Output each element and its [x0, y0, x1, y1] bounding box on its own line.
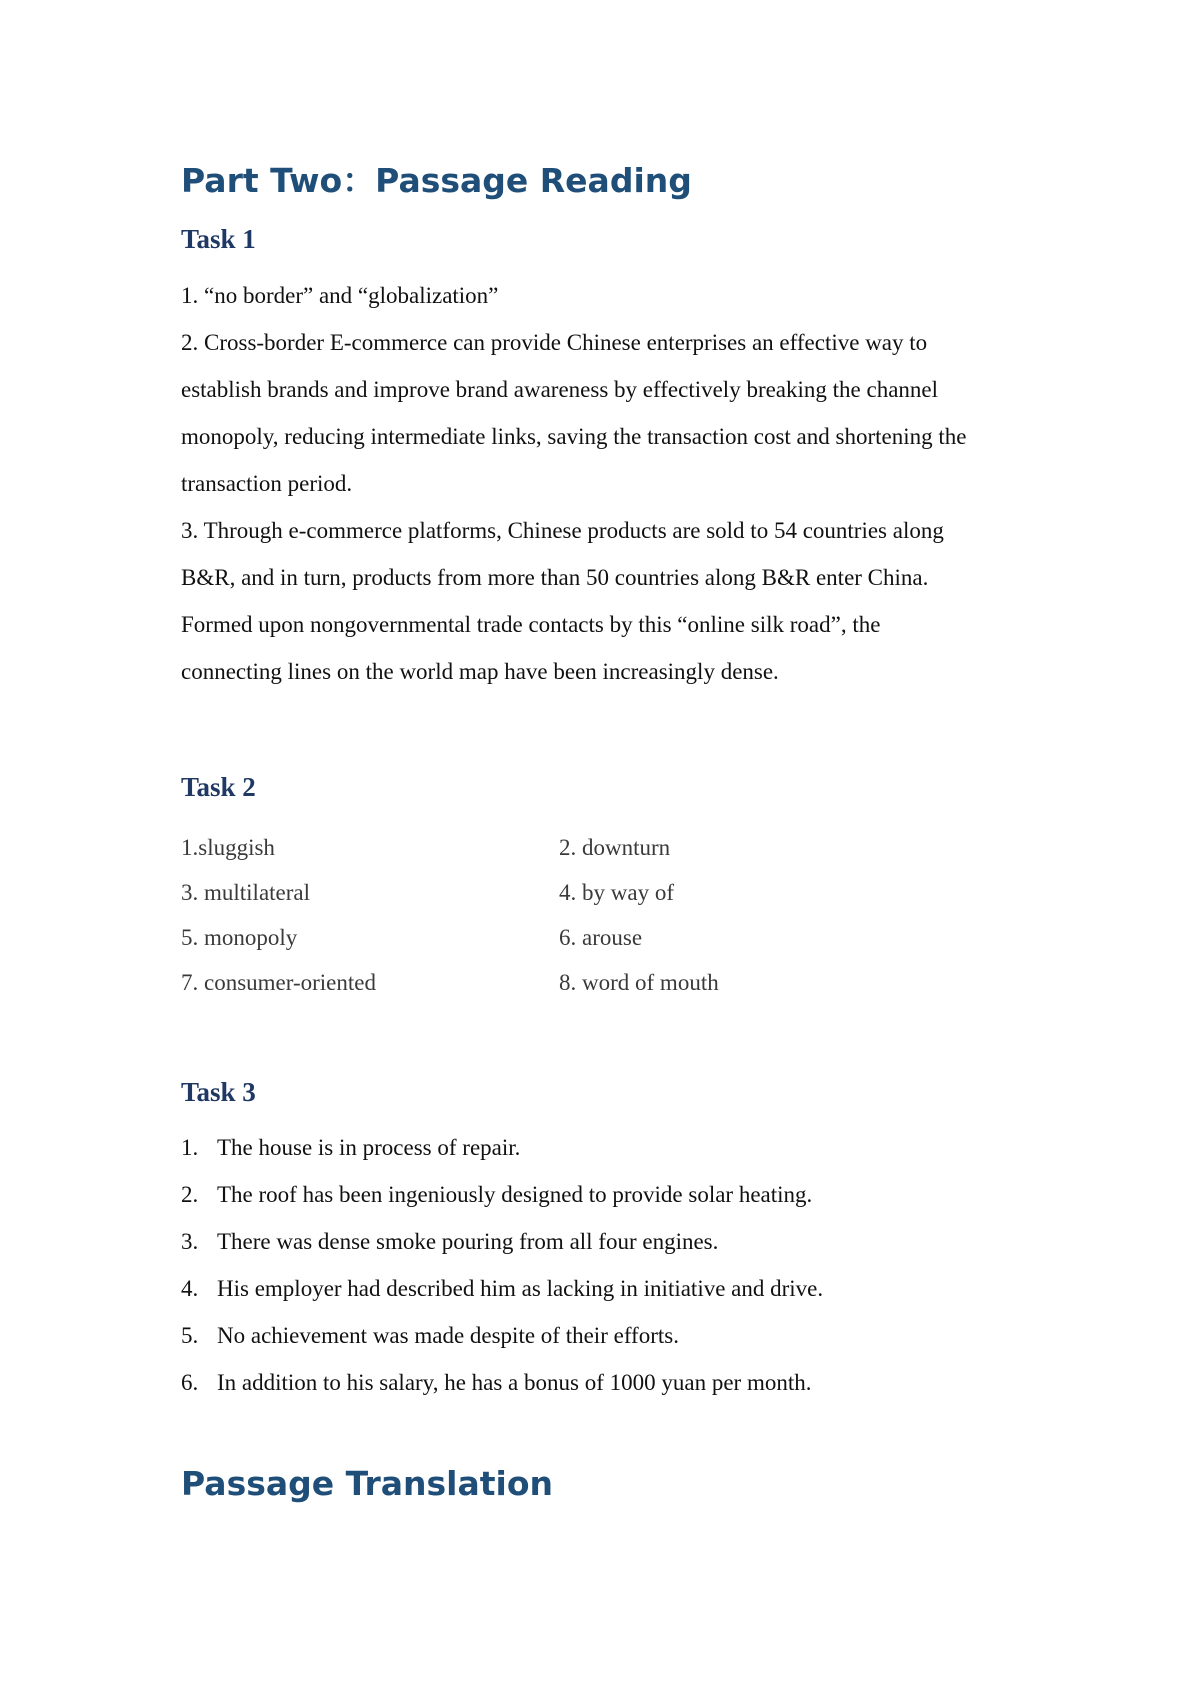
task2-item-3: 3. multilateral	[181, 880, 311, 905]
list-number: 3.	[181, 1229, 199, 1254]
task2-item-1: 1.sluggish	[181, 835, 275, 860]
list-text: No achievement was made despite of their efforts.	[217, 1323, 679, 1348]
list-number: 6.	[181, 1370, 199, 1395]
task1-line-5: transaction period.	[181, 471, 353, 496]
list-text: The house is in process of repair.	[217, 1135, 521, 1160]
list-number: 2.	[181, 1182, 199, 1207]
list-text: In addition to his salary, he has a bonus of 1000 yuan per month.	[217, 1370, 812, 1395]
task2-item-2: 2. downturn	[559, 835, 671, 860]
task1-line-9: connecting lines on the world map have been increasingly dense.	[181, 659, 779, 684]
section-heading-part-two: Part Two：Passage Reading	[181, 161, 692, 200]
list-text: There was dense smoke pouring from all four engines.	[217, 1229, 719, 1254]
task2-item-8: 8. word of mouth	[559, 970, 719, 995]
task2-item-5: 5. monopoly	[181, 925, 298, 950]
task1-line-3: establish brands and improve brand awareness by effectively breaking the channel	[181, 377, 939, 402]
task2-item-4: 4. by way of	[559, 880, 674, 905]
list-number: 4.	[181, 1276, 199, 1301]
task1-line-1: 1. “no border” and “globalization”	[181, 283, 499, 308]
task1-line-6: 3. Through e-commerce platforms, Chinese products are sold to 54 countries along	[181, 518, 944, 543]
list-number: 1.	[181, 1135, 199, 1160]
task1-heading: Task 1	[181, 224, 256, 254]
task3-item-2	[181, 1182, 812, 1208]
task3-item-6	[181, 1370, 812, 1396]
task2-heading: Task 2	[181, 772, 256, 802]
task2-item-6: 6. arouse	[559, 925, 643, 950]
task2-item-7: 7. consumer-oriented	[181, 970, 376, 995]
task1-line-4: monopoly, reducing intermediate links, saving the transaction cost and shortening the	[181, 424, 967, 449]
section-heading-passage-translation: Passage Translation	[181, 1464, 554, 1503]
task3-item-3	[181, 1229, 718, 1255]
list-text: His employer had described him as lacking in initiative and drive.	[217, 1276, 824, 1301]
task3-heading: Task 3	[181, 1077, 256, 1107]
list-number: 5.	[181, 1323, 199, 1348]
task3-item-5	[181, 1323, 679, 1349]
list-text: The roof has been ingeniously designed to provide solar heating.	[217, 1182, 813, 1207]
task1-line-7: B&R, and in turn, products from more than 50 countries along B&R enter China.	[181, 565, 929, 590]
task1-line-2: 2. Cross-border E-commerce can provide Chinese enterprises an effective way to	[181, 330, 928, 355]
task3-item-1	[181, 1135, 520, 1161]
task3-item-4	[181, 1276, 823, 1302]
task1-line-8: Formed upon nongovernmental trade contacts by this “online silk road”, the	[181, 612, 881, 637]
